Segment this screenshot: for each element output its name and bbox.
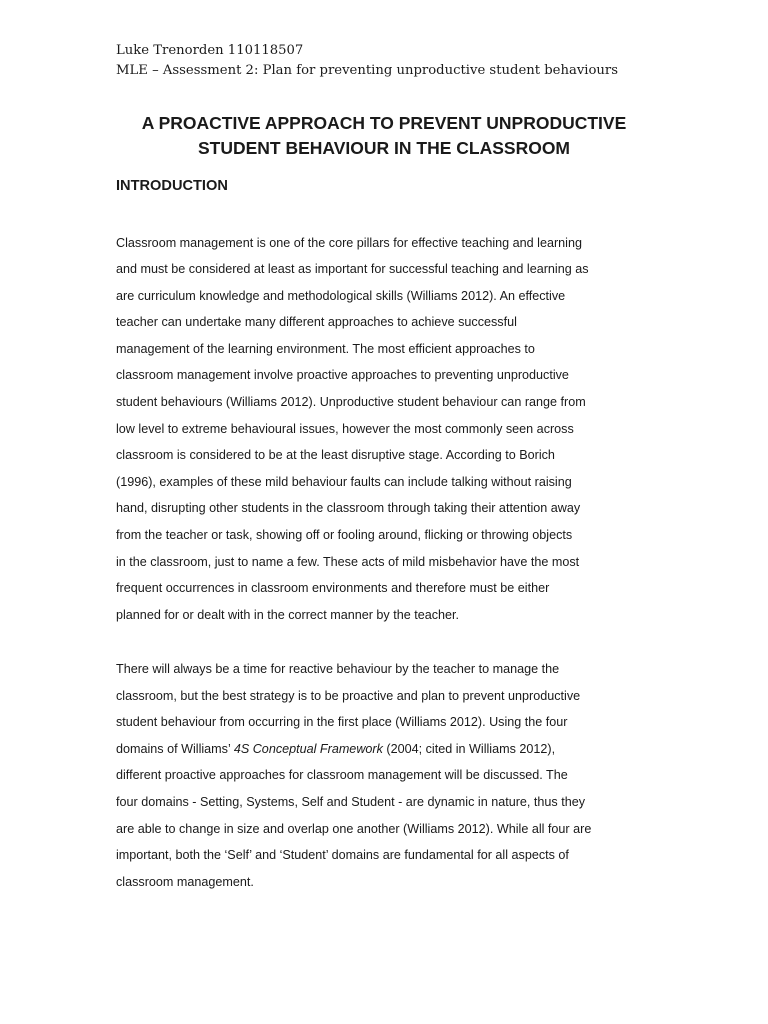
paragraph-2: [116, 656, 661, 895]
paragraph-line: are able to change in size and overlap one another (Williams 2012). While all four are: [116, 821, 592, 836]
text-run: domains of Williams’: [116, 741, 234, 756]
paragraph-line: student behaviours (Williams 2012). Unproductive student behaviour can range from: [116, 395, 586, 410]
paragraph-line: in the classroom, just to name a few. These acts of mild misbehavior have the most: [116, 554, 580, 569]
paragraph-line: classroom is considered to be at the least disruptive stage. According to Borich: [116, 448, 555, 463]
paragraph-line: are curriculum knowledge and methodological skills (Williams 2012). An effective: [116, 288, 566, 303]
paragraph-line: low level to extreme behavioural issues, however the most commonly seen across: [116, 421, 574, 436]
author-line: Luke Trenorden 110118507: [116, 43, 304, 58]
paragraph-line-with-italic: [116, 736, 661, 763]
title-line-1: A PROACTIVE APPROACH TO PREVENT UNPRODUCTIVE: [141, 113, 627, 133]
paragraph-line: from the teacher or task, showing off or fooling around, flicking or throwing objects: [116, 528, 573, 543]
paragraph-line: classroom management.: [116, 874, 254, 889]
paragraph-line: and must be considered at least as important for successful teaching and learning as: [116, 262, 589, 277]
paragraph-line: important, both the ‘Self’ and ‘Student’ domains are fundamental for all aspects of: [116, 848, 569, 863]
paragraph-line: classroom management involve proactive approaches to preventing unproductive: [116, 368, 569, 383]
paragraph-line: classroom, but the best strategy is to be proactive and plan to prevent unproductive: [116, 688, 581, 703]
paragraph-line: four domains - Setting, Systems, Self and Student - are dynamic in nature, thus they: [116, 794, 586, 809]
paragraph-line: planned for or dealt with in the correct manner by the teacher.: [116, 607, 460, 622]
paragraph-line: different proactive approaches for classroom management will be discussed. The: [116, 768, 568, 783]
paragraph-line: Classroom management is one of the core pillars for effective teaching and learning: [116, 235, 582, 250]
document-title: [110, 111, 658, 161]
paragraph-line: hand, disrupting other students in the classroom through taking their attention away: [116, 501, 581, 516]
framework-title-italic: 4S Conceptual Framework: [233, 741, 383, 756]
paragraph-line: teacher can undertake many different approaches to achieve successful: [116, 315, 517, 330]
document-header: [116, 41, 618, 81]
paragraph-line: (1996), examples of these mild behaviour faults can include talking without raising: [116, 474, 572, 489]
paragraph-line: management of the learning environment. The most efficient approaches to: [116, 341, 535, 356]
title-line-2: STUDENT BEHAVIOUR IN THE CLASSROOM: [197, 138, 571, 158]
section-heading-introduction: INTRODUCTION: [116, 178, 228, 194]
paragraph-line: frequent occurrences in classroom environments and therefore must be either: [116, 581, 550, 596]
assessment-line: MLE – Assessment 2: Plan for preventing unproductive student behaviours: [116, 63, 619, 78]
text-run: (2004; cited in Williams 2012),: [382, 741, 556, 756]
paragraph-line: student behaviour from occurring in the first place (Williams 2012). Using the four: [116, 715, 568, 730]
paragraph-1: [116, 230, 661, 629]
paragraph-line: There will always be a time for reactive behaviour by the teacher to manage the: [116, 662, 560, 676]
